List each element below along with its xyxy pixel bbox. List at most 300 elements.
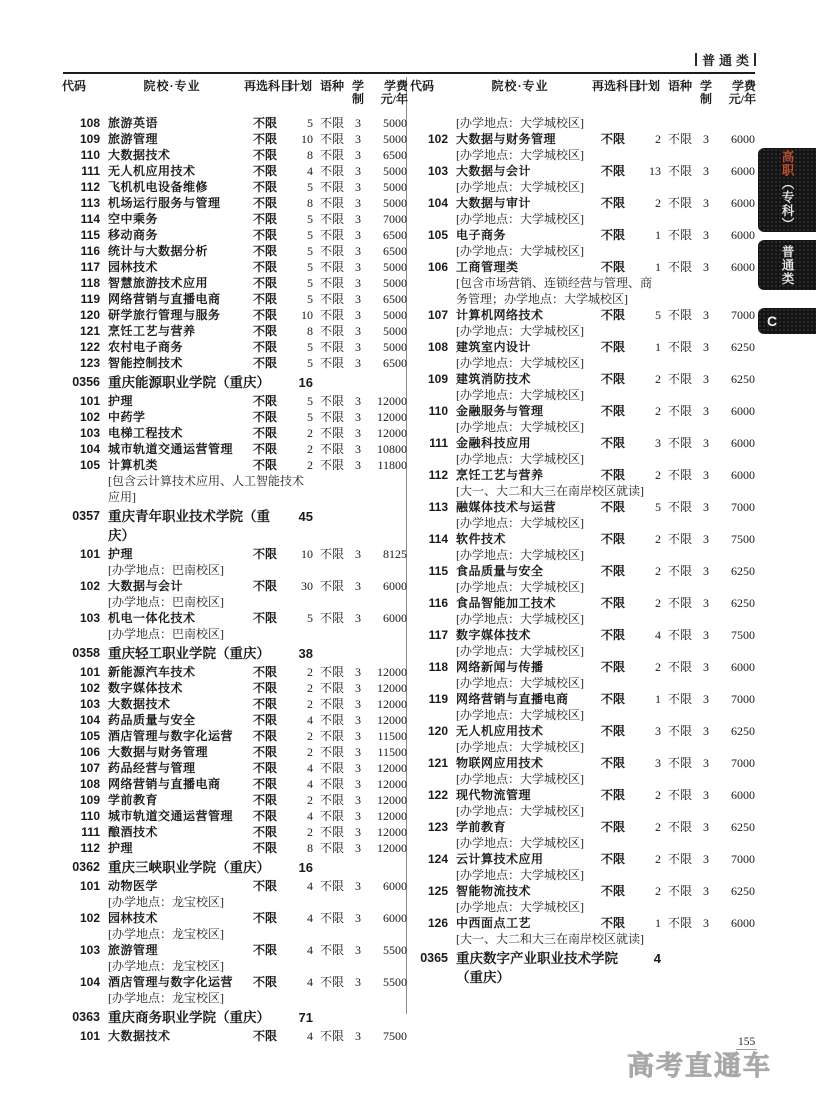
major-name-cell: 网络营销与直播电商	[108, 292, 221, 306]
major-row	[62, 696, 408, 712]
major-name-cell: 云计算技术应用	[456, 852, 544, 866]
resubject-cell: 不限	[600, 916, 625, 930]
duration-cell: 3	[355, 426, 361, 440]
major-name-cell: 大数据技术	[108, 1029, 171, 1043]
duration-cell: 3	[355, 943, 361, 957]
code-cell: 104	[79, 975, 100, 989]
resubject-cell: 不限	[600, 500, 625, 514]
major-row	[62, 664, 408, 680]
duration-cell: 3	[703, 260, 709, 274]
major-row	[62, 393, 408, 409]
watermark: 高考直通车	[627, 1051, 772, 1081]
language-cell: 不限	[319, 426, 344, 440]
major-name-cell: 大数据技术	[108, 697, 171, 711]
sidebar-tab-letter-c-label: C	[767, 313, 778, 329]
plan-cell: 2	[655, 404, 661, 418]
fee-cell: 5000	[383, 340, 407, 354]
major-name-cell: 药品质量与安全	[108, 713, 196, 727]
major-name-cell: 移动商务	[108, 228, 159, 242]
duration-cell: 3	[355, 1029, 361, 1043]
code-cell: 116	[428, 596, 448, 610]
fee-cell: 6250	[731, 884, 755, 898]
major-row	[410, 659, 756, 675]
language-cell: 不限	[667, 340, 692, 354]
major-row	[62, 425, 408, 441]
resubject-cell: 不限	[600, 164, 625, 178]
note-text: [办学地点：大学城校区]	[456, 900, 584, 914]
major-row	[62, 275, 408, 291]
major-row	[62, 808, 408, 824]
resubject-cell: 不限	[600, 596, 625, 610]
major-name-cell: 飞机机电设备维修	[108, 180, 209, 194]
plan-cell: 4	[307, 911, 313, 925]
language-cell: 不限	[667, 532, 692, 546]
fee-cell: 6000	[383, 911, 407, 925]
fee-cell: 6250	[731, 372, 755, 386]
resubject-cell: 不限	[252, 793, 277, 807]
plan-cell: 5	[307, 228, 313, 242]
note-text: [办学地点：龙宝校区]	[108, 895, 224, 909]
fee-cell: 5000	[383, 308, 407, 322]
table-body-right	[410, 115, 756, 987]
major-row	[410, 819, 756, 835]
fee-cell: 5000	[383, 180, 407, 194]
duration-cell: 3	[703, 532, 709, 546]
language-cell: 不限	[319, 665, 344, 679]
resubject-cell: 不限	[600, 436, 625, 450]
fee-cell: 12000	[377, 713, 407, 727]
duration-cell: 3	[703, 500, 709, 514]
fee-cell: 12000	[377, 841, 407, 855]
code-cell: 118	[428, 660, 448, 674]
major-row	[62, 179, 408, 195]
duration-cell: 3	[355, 356, 361, 370]
resubject-cell: 不限	[252, 356, 277, 370]
school-code-cell: 0356	[72, 375, 100, 389]
resubject-cell: 不限	[252, 164, 277, 178]
duration-cell: 3	[355, 180, 361, 194]
fee-cell: 6250	[731, 820, 755, 834]
major-name-cell: 金融科技应用	[456, 436, 532, 450]
plan-cell: 5	[307, 260, 313, 274]
plan-cell: 4	[307, 777, 313, 791]
note-row	[410, 867, 756, 883]
major-name-cell: 融媒体技术与运营	[456, 500, 557, 514]
resubject-cell: 不限	[252, 761, 277, 775]
resubject-cell: 不限	[252, 116, 277, 130]
fee-cell: 12000	[377, 697, 407, 711]
resubject-cell: 不限	[252, 825, 277, 839]
major-name-cell: 烹饪工艺与营养	[108, 324, 196, 338]
note-text: [办学地点：大学城校区]	[456, 804, 584, 818]
resubject-cell: 不限	[252, 713, 277, 727]
language-cell: 不限	[667, 436, 692, 450]
language-cell: 不限	[319, 410, 344, 424]
code-cell: 112	[80, 841, 100, 855]
school-row	[62, 858, 408, 877]
note-text: [办学地点：大学城校区]	[456, 868, 584, 882]
school-plan-cell: 4	[653, 951, 661, 966]
major-name-cell: 网络营销与直播电商	[456, 692, 569, 706]
major-name-cell: 网络新闻与传播	[456, 660, 544, 674]
major-row	[62, 578, 408, 594]
resubject-cell: 不限	[252, 1029, 277, 1043]
note-row	[410, 643, 756, 659]
major-row	[410, 883, 756, 899]
major-name-cell: 智慧旅游技术应用	[108, 276, 209, 290]
code-cell: 101	[79, 879, 100, 893]
resubject-cell: 不限	[252, 665, 277, 679]
header-resubject: 再选科目	[592, 79, 641, 93]
language-cell: 不限	[319, 579, 344, 593]
note-row	[410, 675, 756, 691]
note-text: [办学地点：大学城校区]	[456, 324, 584, 338]
major-name-cell: 智能控制技术	[108, 356, 184, 370]
language-cell: 不限	[319, 547, 344, 561]
school-row	[62, 644, 408, 663]
resubject-cell: 不限	[252, 308, 277, 322]
major-row	[410, 403, 756, 419]
note-text: [办学地点：巴南校区]	[108, 563, 224, 577]
note-text: [办学地点：大学城校区]	[456, 244, 584, 258]
major-row	[410, 227, 756, 243]
fee-cell: 6250	[731, 596, 755, 610]
major-row	[410, 259, 756, 275]
code-cell: 126	[427, 916, 448, 930]
language-cell: 不限	[667, 468, 692, 482]
language-cell: 不限	[667, 660, 692, 674]
major-name-cell: 无人机应用技术	[108, 164, 196, 178]
resubject-cell: 不限	[252, 212, 277, 226]
language-cell: 不限	[319, 841, 344, 855]
plan-cell: 2	[655, 660, 661, 674]
plan-cell: 5	[307, 292, 313, 306]
major-name-cell: 农村电子商务	[108, 340, 184, 354]
code-cell: 101	[79, 1029, 100, 1043]
plan-cell: 2	[655, 884, 661, 898]
fee-cell: 6500	[383, 244, 407, 258]
note-text: [办学地点：大学城校区]	[456, 180, 584, 194]
note-row	[410, 147, 756, 163]
language-cell: 不限	[319, 745, 344, 759]
resubject-cell: 不限	[600, 468, 625, 482]
note-row	[410, 899, 756, 915]
note-row	[410, 243, 756, 259]
duration-cell: 3	[703, 596, 709, 610]
plan-cell: 5	[307, 116, 313, 130]
resubject-cell: 不限	[252, 132, 277, 146]
major-name-cell: 动物医学	[108, 879, 159, 893]
plan-cell: 4	[307, 713, 313, 727]
school-name-cell: 重庆三峡职业学院（重庆）	[108, 860, 270, 875]
major-row	[62, 307, 408, 323]
major-row	[410, 435, 756, 451]
major-name-cell: 酿酒技术	[108, 825, 159, 839]
resubject-cell: 不限	[600, 260, 625, 274]
resubject-cell: 不限	[600, 132, 625, 146]
language-cell: 不限	[319, 244, 344, 258]
resubject-cell: 不限	[252, 777, 277, 791]
major-row	[410, 851, 756, 867]
resubject-cell: 不限	[252, 244, 277, 258]
duration-cell: 3	[355, 212, 361, 226]
fee-cell: 12000	[377, 410, 407, 424]
plan-cell: 4	[307, 1029, 313, 1043]
code-cell: 124	[427, 852, 448, 866]
major-name-cell: 智能物流技术	[456, 884, 532, 898]
major-row	[62, 680, 408, 696]
language-cell: 不限	[667, 852, 692, 866]
code-cell: 103	[79, 943, 100, 957]
major-row	[62, 744, 408, 760]
major-name-cell: 酒店管理与数字化运营	[108, 729, 234, 743]
language-cell: 不限	[319, 228, 344, 242]
resubject-cell: 不限	[600, 884, 625, 898]
plan-cell: 2	[307, 458, 313, 472]
school-code-cell: 0362	[72, 860, 100, 874]
plan-cell: 5	[307, 340, 313, 354]
resubject-cell: 不限	[252, 729, 277, 743]
sidebar-tab-general-label: 普通类	[780, 244, 794, 286]
plan-cell: 2	[655, 788, 661, 802]
fee-cell: 11500	[377, 745, 407, 759]
resubject-cell: 不限	[252, 745, 277, 759]
language-cell: 不限	[667, 628, 692, 642]
code-cell: 120	[427, 724, 448, 738]
plan-cell: 3	[655, 436, 661, 450]
plan-cell: 4	[307, 809, 313, 823]
resubject-cell: 不限	[252, 879, 277, 893]
language-cell: 不限	[319, 148, 344, 162]
major-name-cell: 护理	[108, 394, 134, 408]
fee-cell: 5000	[383, 260, 407, 274]
plan-cell: 3	[655, 756, 661, 770]
note-text: [办学地点：大学城校区]	[456, 708, 584, 722]
fee-cell: 6000	[731, 404, 755, 418]
code-cell: 113	[80, 196, 100, 210]
plan-cell: 2	[307, 825, 313, 839]
duration-cell: 3	[703, 308, 709, 322]
major-name-cell: 酒店管理与数字化运营	[108, 975, 234, 989]
resubject-cell: 不限	[600, 852, 625, 866]
language-cell: 不限	[319, 1029, 344, 1043]
note-text: [办学地点：大学城校区]	[456, 356, 584, 370]
note-text: [办学地点：龙宝校区]	[108, 959, 224, 973]
resubject-cell: 不限	[252, 547, 277, 561]
duration-cell: 3	[355, 841, 361, 855]
language-cell: 不限	[667, 228, 692, 242]
fee-cell: 5000	[383, 164, 407, 178]
resubject-cell: 不限	[252, 148, 277, 162]
major-row	[410, 787, 756, 803]
note-row	[62, 562, 408, 578]
note-text: [办学地点：大学城校区]	[456, 212, 584, 226]
fee-cell: 12000	[377, 777, 407, 791]
school-code-cell: 0365	[420, 951, 448, 965]
fee-cell: 7500	[383, 1029, 407, 1043]
major-row	[62, 1028, 408, 1044]
note-text: [办学地点：大学城校区]	[456, 580, 584, 594]
resubject-cell: 不限	[252, 410, 277, 424]
plan-cell: 2	[307, 745, 313, 759]
duration-cell: 3	[703, 788, 709, 802]
major-row	[62, 131, 408, 147]
major-row	[62, 974, 408, 990]
duration-cell: 3	[703, 228, 709, 242]
duration-cell: 3	[703, 692, 709, 706]
major-name-cell: 机场运行服务与管理	[108, 196, 221, 210]
language-cell: 不限	[319, 276, 344, 290]
major-row	[410, 163, 756, 179]
resubject-cell: 不限	[252, 292, 277, 306]
major-row	[62, 760, 408, 776]
plan-cell: 5	[307, 611, 313, 625]
duration-cell: 3	[703, 132, 709, 146]
note-row	[410, 515, 756, 531]
language-cell: 不限	[319, 442, 344, 456]
fee-cell: 6000	[731, 132, 755, 146]
major-row	[410, 467, 756, 483]
resubject-cell: 不限	[252, 324, 277, 338]
school-row	[410, 949, 756, 987]
school-plan-cell: 38	[298, 646, 313, 661]
sidebar-tab-vocational	[758, 148, 816, 232]
plan-cell: 10	[301, 132, 313, 146]
major-name-cell: 研学旅行管理与服务	[108, 308, 221, 322]
plan-cell: 5	[307, 180, 313, 194]
resubject-cell: 不限	[600, 532, 625, 546]
code-cell: 121	[427, 756, 448, 770]
plan-cell: 4	[307, 164, 313, 178]
duration-cell: 3	[703, 756, 709, 770]
code-cell: 108	[79, 777, 100, 791]
code-cell: 110	[80, 148, 100, 162]
plan-cell: 1	[655, 340, 661, 354]
code-cell: 103	[79, 611, 100, 625]
language-cell: 不限	[319, 777, 344, 791]
school-name-cell: 重庆商务职业学院（重庆）	[108, 1010, 270, 1025]
plan-cell: 1	[655, 228, 661, 242]
language-cell: 不限	[319, 911, 344, 925]
duration-cell: 3	[703, 820, 709, 834]
major-name-cell: 园林技术	[108, 911, 159, 925]
plan-cell: 8	[307, 324, 313, 338]
duration-cell: 3	[355, 825, 361, 839]
sidebar-tab-general	[758, 240, 816, 290]
duration-cell: 3	[355, 116, 361, 130]
major-row	[410, 371, 756, 387]
code-cell: 111	[81, 164, 100, 178]
note-row	[62, 926, 408, 942]
code-cell: 117	[428, 628, 448, 642]
note-row	[410, 483, 756, 499]
language-cell: 不限	[667, 884, 692, 898]
duration-cell: 3	[355, 975, 361, 989]
resubject-cell: 不限	[252, 697, 277, 711]
duration-cell: 3	[355, 442, 361, 456]
note-row	[410, 419, 756, 435]
code-cell: 111	[429, 436, 448, 450]
plan-cell: 2	[307, 729, 313, 743]
major-row	[62, 824, 408, 840]
major-name-cell: 计算机网络技术	[456, 308, 544, 322]
major-name-cell: 大数据与财务管理	[456, 132, 557, 146]
fee-cell: 5500	[383, 943, 407, 957]
major-name-cell: 护理	[108, 841, 134, 855]
plan-cell: 1	[655, 260, 661, 274]
duration-cell: 3	[355, 681, 361, 695]
plan-cell: 2	[307, 793, 313, 807]
language-cell: 不限	[667, 724, 692, 738]
language-cell: 不限	[319, 308, 344, 322]
major-name-cell: 旅游管理	[108, 132, 159, 146]
resubject-cell: 不限	[600, 628, 625, 642]
code-cell: 106	[427, 260, 448, 274]
major-row	[410, 915, 756, 931]
language-cell: 不限	[319, 809, 344, 823]
major-row	[62, 942, 408, 958]
code-cell: 104	[427, 196, 448, 210]
language-cell: 不限	[319, 180, 344, 194]
fee-cell: 6000	[731, 196, 755, 210]
major-name-cell: 大数据与财务管理	[108, 745, 209, 759]
major-row	[62, 227, 408, 243]
major-name-cell: 金融服务与管理	[456, 404, 544, 418]
code-cell: 104	[79, 713, 100, 727]
resubject-cell: 不限	[600, 788, 625, 802]
note-text: [办学地点：大学城校区]	[456, 148, 584, 162]
resubject-cell: 不限	[600, 724, 625, 738]
resubject-cell: 不限	[252, 458, 277, 472]
duration-cell: 3	[355, 340, 361, 354]
major-row	[410, 691, 756, 707]
major-name-cell: 城市轨道交通运营管理	[108, 442, 234, 456]
header-code: 代码	[410, 79, 435, 93]
major-row	[62, 610, 408, 626]
duration-cell: 3	[703, 628, 709, 642]
fee-cell: 6000	[731, 164, 755, 178]
fee-cell: 5000	[383, 116, 407, 130]
language-cell: 不限	[667, 404, 692, 418]
note-row	[62, 473, 408, 505]
tag-left-bar	[695, 53, 697, 66]
code-cell: 106	[79, 745, 100, 759]
resubject-cell: 不限	[252, 260, 277, 274]
code-cell: 105	[79, 729, 100, 743]
major-row	[62, 712, 408, 728]
code-cell: 103	[79, 426, 100, 440]
plan-cell: 2	[655, 852, 661, 866]
note-text: [办学地点：大学城校区]	[456, 772, 584, 786]
fee-cell: 7000	[731, 852, 755, 866]
plan-cell: 1	[655, 916, 661, 930]
header-fee: 学费 元/年	[380, 79, 408, 106]
major-row	[410, 339, 756, 355]
fee-cell: 5000	[383, 196, 407, 210]
note-row	[62, 958, 408, 974]
plan-cell: 2	[655, 196, 661, 210]
major-name-cell: 无人机应用技术	[456, 724, 544, 738]
category-tag-label: 普通类	[701, 53, 753, 68]
duration-cell: 3	[703, 164, 709, 178]
fee-cell: 6250	[731, 724, 755, 738]
fee-cell: 11500	[377, 729, 407, 743]
duration-cell: 3	[355, 879, 361, 893]
resubject-cell: 不限	[600, 228, 625, 242]
language-cell: 不限	[667, 692, 692, 706]
fee-cell: 6500	[383, 148, 407, 162]
note-text: [办学地点：大学城校区]	[456, 612, 584, 626]
